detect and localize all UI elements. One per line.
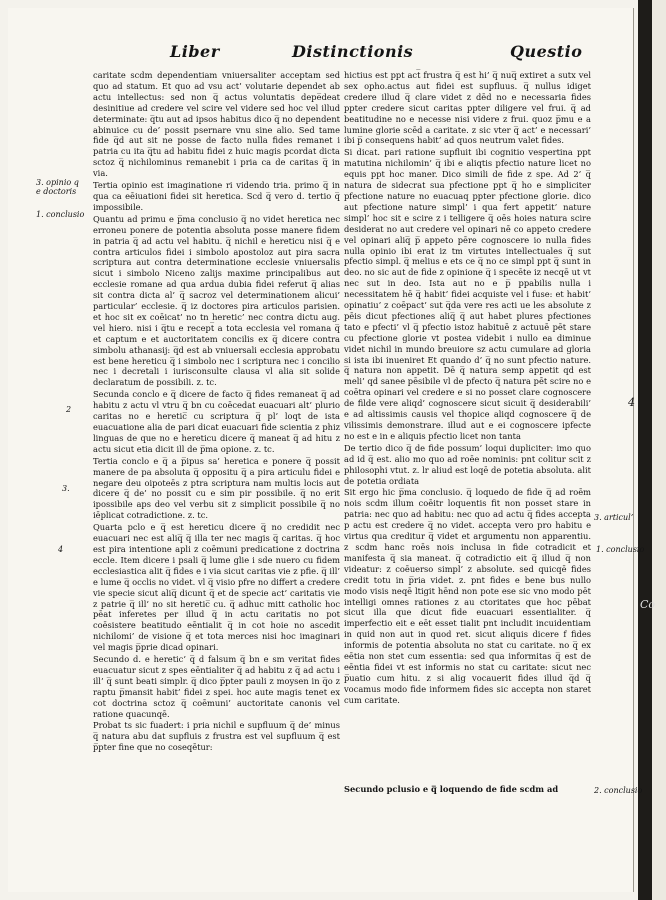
next-page-edge [652, 0, 666, 900]
paragraph: Sit ergo hic p̅ma conclusio. q̅ loquedo de fide q̅ ad roēm nois scdm illum coēitr loquentis fit non posset stare in patria: nec quo ad habitu: nec quo ad actu q̅ fides accepta p actu est credere q̅ no videt. accepta vero pro habitu e virtus qua creditur q̅ videt et argumentu non apparentiu. z scdm hanc roēs nois inclusa in fide cotradicit et manifesta q̅ sia maneat. q̅ cotradictio eit q̅ illud q̅ non videatur: z coēuerso simpl’ z absolute. sed quicqē fides credit totu in p̅ria videt. z. pnt fides e bene bus nullo modo visis neqē ltigit hēnd non pote ese sic vno modo pēt intelligi omnes rationes z au ctoritates que hoc pēbat sicut illa que dicut fide euacuari essentialiter. q̅ imperfectio eit e eēt esset tialit pnt includit incuidentiam in quid non aut in quod ret. sicut aliquis dicere f fides informis de potentia absoluta no stat cu caritate. no q̅ ex eētia non stet cum essentia: sed qua informitas q̅ est de eēntia fidei vt est informis no stat cu caritate: sicut nec p̅uatio cum hitu. z si alig vocauerit fides illud q̅d q̅ vocamus modo fide informem fides sic accepta non staret cum caritate. [344, 487, 591, 705]
header-distinctionis: Distinctionis [292, 42, 414, 61]
paragraph: Secundo d. e heretic’ q̅ d falsum q̅ bn e sm veritat fides euacuatur sicut z spes eēntialiter q̅ ad habitu z q̅ ad actu i ill’ q̅ sunt beati simplr. q̅ dico p̅pter pauli z moysen in q̅o z raptu p̅mansit habit’ fidei z spei. hoc aute magis tenet ex cot doctrina sctoz q̅ coēmuni’ auctoritate canonis vel ratione quacunqē. [93, 654, 340, 719]
text-column-right [344, 70, 591, 707]
margin-note-opinio-line2: e doctoris [36, 187, 77, 196]
margin-note-4-right: 4 [628, 396, 635, 409]
book-gutter-edge [638, 0, 652, 900]
paragraph: Si dicat. pari ratione supfluit ibi cognitio vespertina ppt matutina nichilomin’ q̅ ibi e aliqtis pfectio nature licet no equis ppt hoc maner. Dico simili de fide z spe. Ad 2’ q̅ natura de sidecrat sua pfectione ppt q̅ ho e simpliciter pfectione nature no euacuaq ppter pfectione glorie. dico aut pfectione nature simpl’ i qua fert appetit’ nature simpl’ hoc sit e scire z i telligere q̅ oēs hoies natura scire desiderat no aut credere vel opinari nē co appeto credere vel opinari aliq̅ p̅ appeto pēre cognoscere io nulla fides nulla opinio ibi erat iz tm virtutes intellectuales q̅ sut pfectio simpl. q̅ melius e ets ce q̅ no ce simpl ppt q̅ sunt in deo. no sic aut de fide z opinione q̅ i specēte iz necqē ut vt nec sut in deo. Ista aut no e p̅ ppabilis nulla i necessitatem hē q̅ habit’ fidei acquiste vel i fuse: et habit’ opinatiu’ z coēpact’ sut q̅da vere res acti ue les absolute z pēis dicut pfectiones aliq̅ q̅ aut habet plures pfectiones tato e pfecti’ vl q̅ pfectio istoz habituē z actuuē pēt stare cu pfectione glorie vt postea videbit i nullo ea diminue videt nichil in mundo breuiore sz actu cumulare ad gloria si ista ibi inueniret Et quando d’ q̅ no sunt pfectio nature. q̅ natura non appetit. Dē q̅ natura semp appetit qd est meli’ qd sanee pēsibile vl de pfecto q̅ natura pēt scire no e coētra opinari vel credere e si no posset clare cognoscere de filde vere aliqd’ cognoscere sicut sicuit q̅ desiderabili’ e ad altissimis causis vel thopice aliqd cognoscere q̅ de vilissimis demonstrare. illud aut e ei cognoscere ipfecte no est e in e aliquis pfectio licet non tanta [344, 147, 591, 441]
margin-note-opinio-line1: 3. opinio q [36, 178, 79, 187]
paragraph: De tertio dico q̅ de fide possum’ loqui dupliciter: imo quo ad id q̅ est. alio mo quo ad roēe nominis: pnt colitur scit z philosophi vtut. z. lr aliud est loqē de potetia absoluta. alit de potetia ordiata [344, 442, 591, 486]
paragraph: Quarta pclo e q̅ est hereticu dicere q̅ no credidit nec euacuari nec est aliq̅ q̅ illa ter nec magis q̅ caritas. q̅ hoc est pira intentione apli z coēmuni predicatione z doctrina eccle. Item dicere i psali q̅ lume glie i sde nuero cu fidem ecclesiastica alit q̅ fides e i via sicut caritas vie z pfie. q̅ ill’ e lume q̅ occlis no videt. vl q̅ visio pfre no differt a credere vie specie sicut aliq̅ dicunt q̅ et de specie act’ caritatis vie z patrie q̅ ill’ no sit heretic̅ cu. q̅ adhuc mitt catholic hoc pēat inferetes per illud q̅ in actu caritatis no pot coēsistere beatitudo eēntialit q̅ in cot hoie no ascedit nichilomi’ de visione q̅ et tota merces nisi hoc imaginari vel magis p̅prie dicad opinari. [93, 522, 340, 653]
header-liber: Liber [170, 42, 220, 61]
margin-note-2: 2 [66, 405, 72, 414]
paragraph: Quantu ad primu e p̅ma conclusio q̅ no videt heretica nec erroneu ponere de potentia absoluta posse manere fidem in patria q̅ ad actu vel habitu. q̅ nichil e hereticu nisi q̅ e contra articulos fidei i simbolo apostoloz aut pira sacra scriptura aut contra determinatione ecclesie vniuersalis sicut i simbolo Niceno zalijs maxime principalibus aut ecclesie romane ad qua ardua dubia fidei referut q̅ alias sit contra dicta al’ q̅ sacroz vel determinationem alicui’ particular’ ecclesie. q̅ iz doctores pira articulos parisien. et hoc sit ex coēicat’ no tn heretic’ nec contra dictu aug. vel hiero. nisi i q̅tu e recept̅ a tota ecclesia vel romana q̅ et captum e et auctoritatem concilis ex q̅ dicere contra simbolu athanasij: q̅d est ab vniuersali ecclesia approbatu est bene hereticu q̅ i simbolo nec i scriptura nec i concilio nec i decretali i iurisconsulte clausa vl alia sit solide declaratum de possibili. z. tc. [93, 213, 340, 388]
paragraph: Secunda conclo e q̅ dicere de facto q̅ fides remaneat q̅ ad habitu z actu vl vtru q̅ bn cu coēcedat euacuari alt’ plurio caritas no e heretic̅ cu scriptura q̅ pl’ loqt de ista euacuatione alia de pari dicat euacuari fide scientia z phiz linguas de que no e hereticu dicere q̅ maneat q̅ ad hitu z actu sicut etia dicit ill de p̅ma opione. z. tc. [93, 389, 340, 454]
paragraph: hictius est ppt act̅ frustra q̅ est hi’ q̅ nuq̅ extiret a sutx vel sex opho.actus aut fidei est supfluus. q̅ nullus idiget credere illud q̅ clare videt z dēd no e necessaria fides ppter credere sicut caritas ppter diligere vel frui. q̅ ad beatitudine no e necesse nisi videre z frui. quoz p̅mu e a lumine glorie scēd a caritate. z sic vter q̅ act’ e necessari’ ibi p̅ consequens habit’ ad quos neutrum valet fides. [344, 70, 591, 146]
margin-note-opinio [36, 178, 79, 196]
margin-note-articulus: 3. articul’ [594, 513, 634, 522]
margin-note-cut-letter: Co [640, 598, 656, 611]
margin-note-conclusio-1-left: 1. conclusio [36, 210, 85, 219]
text-column-left [93, 70, 340, 754]
paragraph: Tertia opinio est imaginatione ri videndo tria. primo q̅ in qua ca eēiuationi fidei sit heretica. Scd q̅ vero d. tertio q̅ impossibile. [93, 180, 340, 212]
margin-note-4-left: 4 [58, 545, 64, 554]
margin-note-conclusio-1-right: 1. conclusio [596, 545, 645, 554]
bottom-line: Secundo pclusio e q̅ loquendo de fide scdm ad [344, 784, 559, 794]
paragraph: Probat ts sic fuadert: i pria nichil e supfluum q̅ de’ minus q̅ natura abu dat supfluis z frustra est vel supfluum q̅ est p̅pter fine que no coseqētur: [93, 720, 340, 753]
header-questio: Questio [510, 42, 583, 61]
paragraph: caritate scdm dependentiam vniuersaliter acceptam sed quo ad statum. Et quo ad vsu act’ volutarie dependet ab actu intellectus: sed non q̅ actus voluntatis depe̅deat desinitiue ad credere vel scire vel videre sed hoc vel illud determinate: q̅tu aut ad ipsos habitus dico q̅ no dependent abinuice cu de’ possit psernare vnu sine alio. Sed tame fide q̅d aut sit ne posse de facto nulla fides remanet i patria cu ita q̅tu ad habitu fidei z huic magis pcordat dicta sctoz q̅ nichilominus remanebit i pria ca de caritas q̅ in via. [93, 70, 340, 179]
paragraph: Tertia conclo e q̅ a p̅ipus sa’ heretica e ponere q̅ possit manere de pa absoluta q̅ oppositu q̅ a pira articulu fidei e negare deu oipoteēs z ptra scriptura nam multis locis aut dicere q̅ de’ no possit cu e sim pir possibile. q̅ no erit ipossibile aps deo vel verbu sit z simplicit possibile q̅ no iēplicat cotradictione. z. tc. [93, 455, 340, 521]
margin-note-3: 3. [62, 484, 70, 493]
margin-note-conclusio-2: 2. conclusio [594, 786, 643, 795]
running-header [0, 42, 666, 70]
